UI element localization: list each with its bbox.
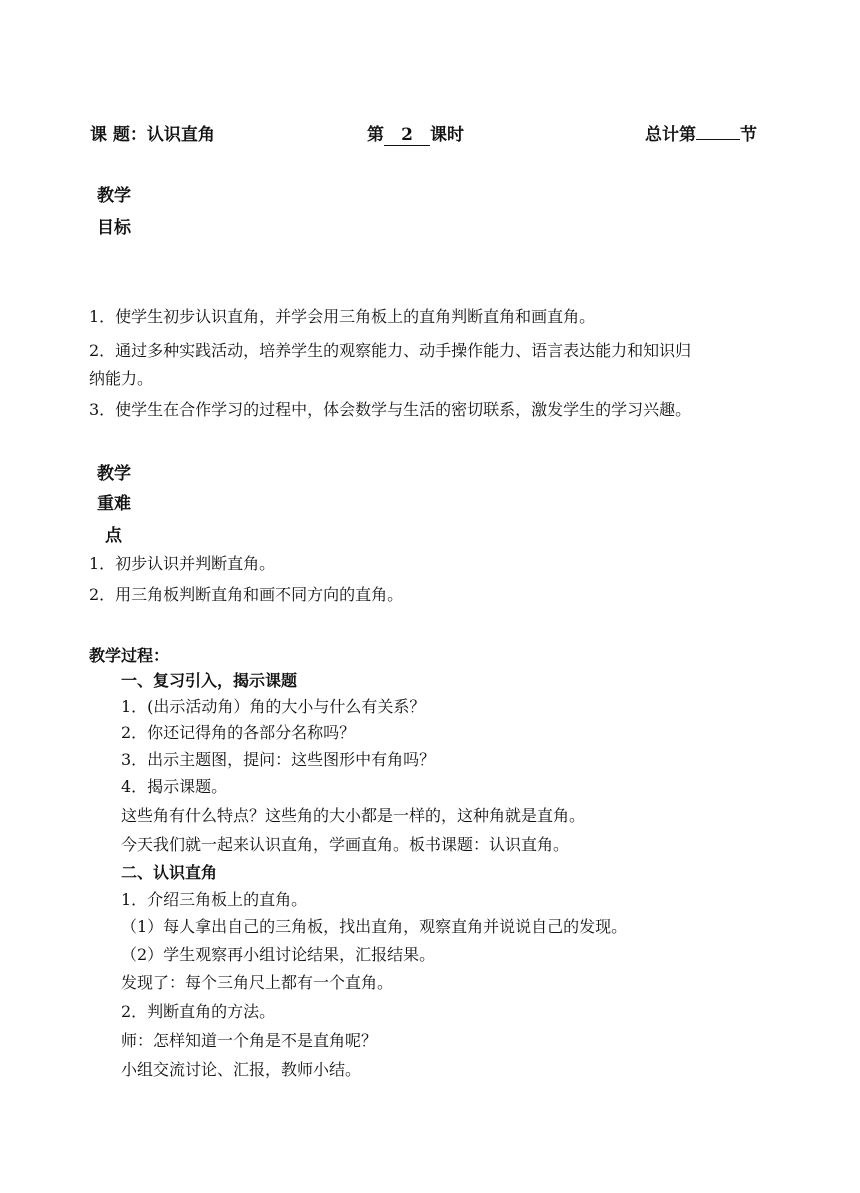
total-suffix: 节 xyxy=(740,125,757,145)
section1-heading: 一、复习引入，揭示课题 xyxy=(121,671,298,690)
keypoints-label-line3: 点 xyxy=(105,526,122,546)
keypoints-label-line1: 教学 xyxy=(97,464,131,484)
section1-line: 3．出示主题图，提问：这些图形中有角吗？ xyxy=(121,750,436,769)
lesson-suffix: 课时 xyxy=(430,125,464,145)
process-title: 教学过程： xyxy=(89,646,170,665)
lesson-number-row xyxy=(367,120,464,146)
lesson-prefix: 第 xyxy=(367,125,384,145)
keypoint-item: 2．用三角板判断直角和画不同方向的直角。 xyxy=(89,585,404,604)
course-label: 课 题： xyxy=(90,125,147,145)
lesson-number: 2 xyxy=(384,125,430,146)
section1-line: 2．你还记得角的各部分名称吗？ xyxy=(121,723,356,742)
goals-label-line2: 目标 xyxy=(97,218,131,238)
total-number xyxy=(696,139,740,140)
section1-line: 今天我们就一起来认识直角，学画直角。板书课题：认识直角。 xyxy=(121,835,570,854)
section2-line: 1．介绍三角板上的直角。 xyxy=(121,890,308,909)
course-title: 认识直角 xyxy=(146,125,215,145)
section2-line: 小组交流讨论、汇报，教师小结。 xyxy=(121,1060,362,1079)
total-count-row xyxy=(645,120,757,145)
goal-item: 1．使学生初步认识直角，并学会用三角板上的直角判断直角和画直角。 xyxy=(89,307,596,326)
section2-line: 2．判断直角的方法。 xyxy=(121,1002,276,1021)
section1-line: 这些角有什么特点？这些角的大小都是一样的，这种角就是直角。 xyxy=(121,806,586,825)
goals-label-line1: 教学 xyxy=(97,186,131,206)
keypoint-item: 1．初步认识并判断直角。 xyxy=(89,554,276,573)
section2-line: （2）学生观察再小组讨论结果，汇报结果。 xyxy=(121,945,436,964)
section2-heading: 二、认识直角 xyxy=(121,863,218,882)
section1-line: 4．揭示课题。 xyxy=(121,777,228,796)
section2-line: 发现了：每个三角尺上都有一个直角。 xyxy=(121,973,394,992)
goal-item: 2．通过多种实践活动，培养学生的观察能力、动手操作能力、语言表达能力和知识归 xyxy=(89,341,692,360)
goal-item: 3．使学生在合作学习的过程中，体会数学与生活的密切联系，激发学生的学习兴趣。 xyxy=(89,400,692,419)
section2-line: （1）每人拿出自己的三角板，找出直角，观察直角并说说自己的发现。 xyxy=(121,917,628,936)
course-title-row xyxy=(90,120,215,145)
section2-line: 师：怎样知道一个角是不是直角呢？ xyxy=(121,1031,378,1050)
section1-line: 1．(出示活动角）角的大小与什么有关系？ xyxy=(121,697,426,716)
keypoints-label-line2: 重难 xyxy=(97,494,131,514)
goal-item: 纳能力。 xyxy=(89,369,154,388)
total-prefix: 总计第 xyxy=(645,125,696,145)
